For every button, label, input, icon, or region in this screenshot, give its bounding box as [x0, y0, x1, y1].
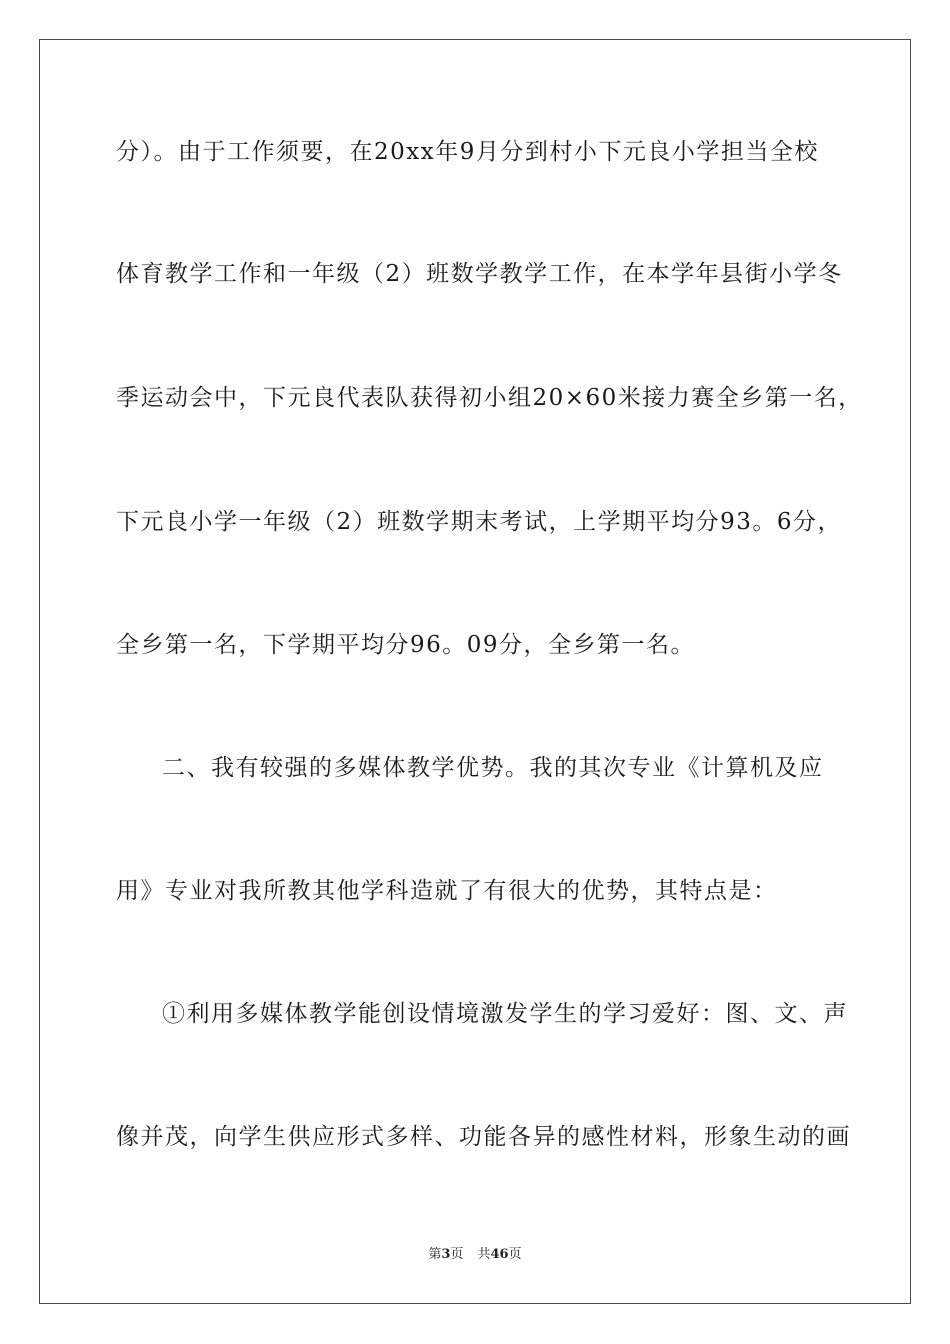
page-number: 3: [441, 1247, 451, 1262]
total-suffix: 页: [508, 1247, 522, 1262]
body-line-4: 下元良小学一年级（2）班数学期末考试，上学期平均分93。6分，: [116, 509, 843, 535]
body-line-3: 季运动会中，下元良代表队获得初小组20×60米接力赛全乡第一名，: [116, 385, 863, 411]
paragraph-two-line-2: 用》专业对我所教其他学科造就了有很大的优势，其特点是：: [116, 878, 778, 904]
page-border: [39, 39, 911, 1304]
body-line-2: 体育教学工作和一年级（2）班数学教学工作，在本学年县街小学冬: [116, 261, 843, 287]
page-suffix: 页: [450, 1247, 464, 1262]
total-pages: 46: [490, 1247, 509, 1262]
paragraph-two-line-1: 二、我有较强的多媒体教学优势。我的其次专业《计算机及应: [162, 755, 824, 781]
page-prefix: 第: [428, 1247, 442, 1262]
body-line-1: 分）。由于工作须要，在20xx年9月分到村小下元良小学担当全校: [116, 139, 819, 165]
item-one-line-2: 像并茂，向学生供应形式多样、功能各异的感性材料，形象生动的画: [116, 1124, 851, 1150]
item-one-line-1: ①利用多媒体教学能创设情境激发学生的学习爱好：图、文、声: [162, 1001, 848, 1027]
page-footer: [0, 1247, 950, 1263]
body-line-5: 全乡第一名，下学期平均分96。09分，全乡第一名。: [116, 632, 696, 658]
total-prefix: 共: [477, 1247, 491, 1262]
